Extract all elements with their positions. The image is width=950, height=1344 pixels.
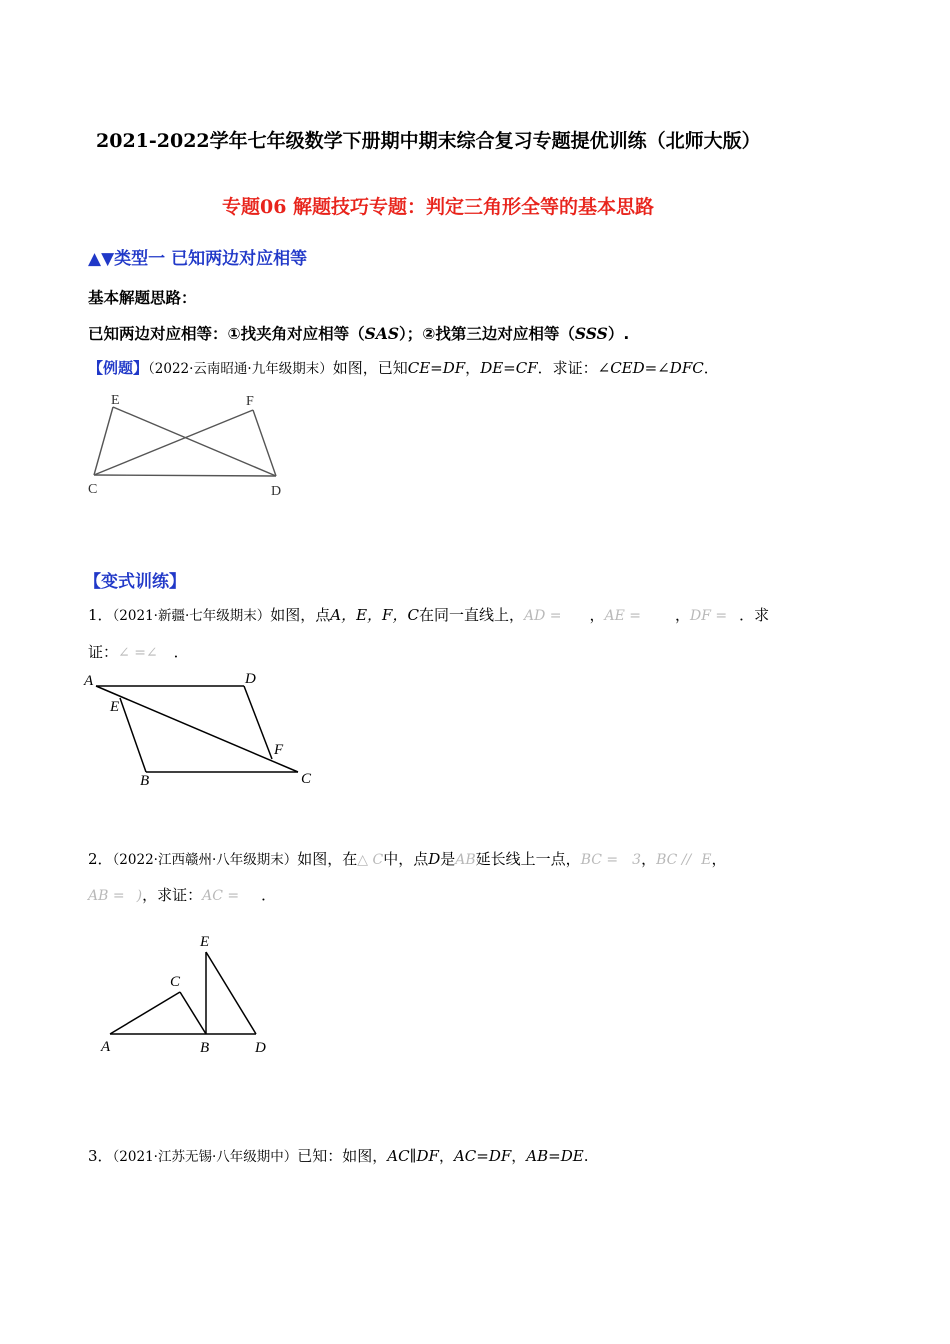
label-a: A	[101, 1039, 111, 1055]
sas-label: SAS	[364, 324, 400, 343]
label-d: D	[271, 484, 282, 499]
label-e: E	[111, 393, 120, 408]
problem-2-point-d: D	[428, 850, 441, 868]
problem-1-line-2	[88, 641, 189, 662]
problem-3-text1: 已知：如图，	[297, 1147, 388, 1165]
label-c: C	[88, 482, 98, 497]
label-d: D	[255, 1040, 266, 1056]
label-c: C	[301, 771, 312, 787]
problem-2-number: 2．	[88, 850, 113, 868]
section-heading: ▲▼类型一 已知两边对应相等	[88, 249, 308, 269]
problem-1-text3: ．求	[739, 606, 770, 624]
problem-2-line-1: 2．（2022·江西赣州·八年级期末）如图，在△ C中，点D是AB延长线上一点，BC = 3，BC // E，	[88, 850, 727, 868]
label-e: E	[200, 934, 210, 950]
segment-fd	[253, 410, 276, 476]
problem-2-text3: 是	[440, 850, 456, 868]
example-cond1: CE=DF	[407, 359, 466, 377]
segment-ed	[113, 407, 276, 476]
problem-3-line: 3．（2021·江苏无锡·八年级期中）已知：如图，AC∥DF，AC=DF，AB=DE.	[88, 1147, 589, 1165]
topic-subtitle: 专题06 解题技巧专题：判定三角形全等的基本思路	[222, 196, 655, 218]
label-b: B	[140, 773, 150, 789]
problem-2-comma: ，	[711, 850, 727, 868]
problem-2-formula-4: BC //	[656, 852, 692, 868]
problem-1-source: （2021·新疆·七年级期末）	[112, 608, 271, 624]
thinking-part-a: 已知两边对应相等：①找夹角对应相等（	[88, 325, 365, 343]
label-a: A	[84, 673, 94, 689]
problem-2-formula-2: AB	[455, 852, 476, 868]
label-f: F	[246, 394, 254, 409]
document-title: 2021-2022学年七年级数学下册期中期末综合复习专题提优训练（北师大版）	[96, 130, 761, 152]
problem-1-points: A，E，F，C	[330, 606, 419, 624]
example-line	[88, 357, 719, 378]
example-source: （2022·云南昭通·九年级期末）	[148, 361, 333, 377]
example-end: ．	[703, 359, 719, 377]
problem-1-formula-2: AE =	[604, 608, 641, 624]
example-text1: 如图，已知	[332, 359, 408, 377]
segment-cd	[94, 475, 276, 476]
problem-1-formula-3: DF =	[690, 608, 728, 624]
problem-2-formula-1: △ C	[357, 852, 384, 868]
problem-2-formula-4b: E	[701, 852, 712, 868]
problem-2-source: （2022·江西赣州·八年级期末）	[112, 852, 298, 868]
segment-df	[244, 686, 272, 759]
problem-2-text4: 延长线上一点，	[475, 850, 581, 868]
thinking-line	[88, 322, 629, 344]
sss-label: SSS	[574, 324, 608, 343]
problem-1-line-1: 1．（2021·新疆·七年级期末）如图，点A，E，F，C在同一直线上，AD = ，AE = ，DF = ．求	[88, 606, 770, 624]
problem-1-number: 1．	[88, 606, 113, 624]
problem-2-text5: ，求证：	[142, 886, 203, 904]
problem-1-text4: 证：	[88, 643, 119, 661]
problem-1-text1: 如图，点	[270, 606, 331, 624]
label-e: E	[110, 699, 120, 715]
problem-1-formula-1: AD =	[523, 608, 562, 624]
segment-ac	[110, 992, 180, 1034]
problem-3-cond3: AB=DE	[526, 1147, 584, 1165]
thinking-part-c: ）.	[607, 325, 630, 343]
segment-ec	[94, 407, 113, 475]
problem-1-text2: 在同一直线上，	[418, 606, 524, 624]
problem-3-cond1: AC∥DF	[387, 1147, 439, 1165]
problem-2-formula-6: AC =	[202, 888, 240, 904]
label-d: D	[245, 671, 256, 687]
problem-1-end: ．	[173, 643, 189, 661]
segment-ed	[206, 952, 256, 1034]
problem-1-figure	[82, 666, 322, 791]
problem-2-text2: 中，点	[383, 850, 429, 868]
problem-3-number: 3．	[88, 1147, 113, 1165]
segment-cb	[180, 992, 206, 1034]
problem-2-line-2	[88, 884, 276, 905]
example-sep: ，	[465, 359, 481, 377]
label-b: B	[200, 1040, 210, 1056]
problem-2-formula-5b: )	[136, 888, 143, 904]
problem-3-end: .	[583, 1147, 589, 1165]
segment-eb	[120, 698, 146, 772]
segment-fc	[94, 410, 253, 475]
problem-3-cond2: AC=DF	[453, 1147, 512, 1165]
problem-2-formula-3b: 3	[632, 852, 642, 868]
problem-1-formula-4: ∠ =∠	[118, 645, 158, 661]
label-f: F	[274, 742, 284, 758]
problem-2-end: ．	[261, 886, 277, 904]
problem-2-figure	[96, 928, 286, 1058]
label-c: C	[170, 974, 181, 990]
problem-2-text1: 如图，在	[297, 850, 358, 868]
thinking-label: 基本解题思路：	[88, 289, 197, 307]
example-goal: ∠CED=∠DFC	[597, 359, 704, 377]
segment-ac	[96, 686, 298, 772]
problem-2-formula-5: AB =	[88, 888, 125, 904]
example-cond2: DE=CF	[480, 359, 538, 377]
practice-heading: 【变式训练】	[84, 572, 186, 592]
thinking-part-b: ）；②找第三边对应相等（	[399, 325, 575, 343]
problem-3-source: （2021·江苏无锡·八年级期中）	[112, 1149, 298, 1165]
problem-2-formula-3: BC =	[580, 852, 619, 868]
example-text2: ．求证：	[537, 359, 598, 377]
example-tag: 【例题】	[88, 359, 149, 377]
example-figure	[80, 385, 300, 505]
